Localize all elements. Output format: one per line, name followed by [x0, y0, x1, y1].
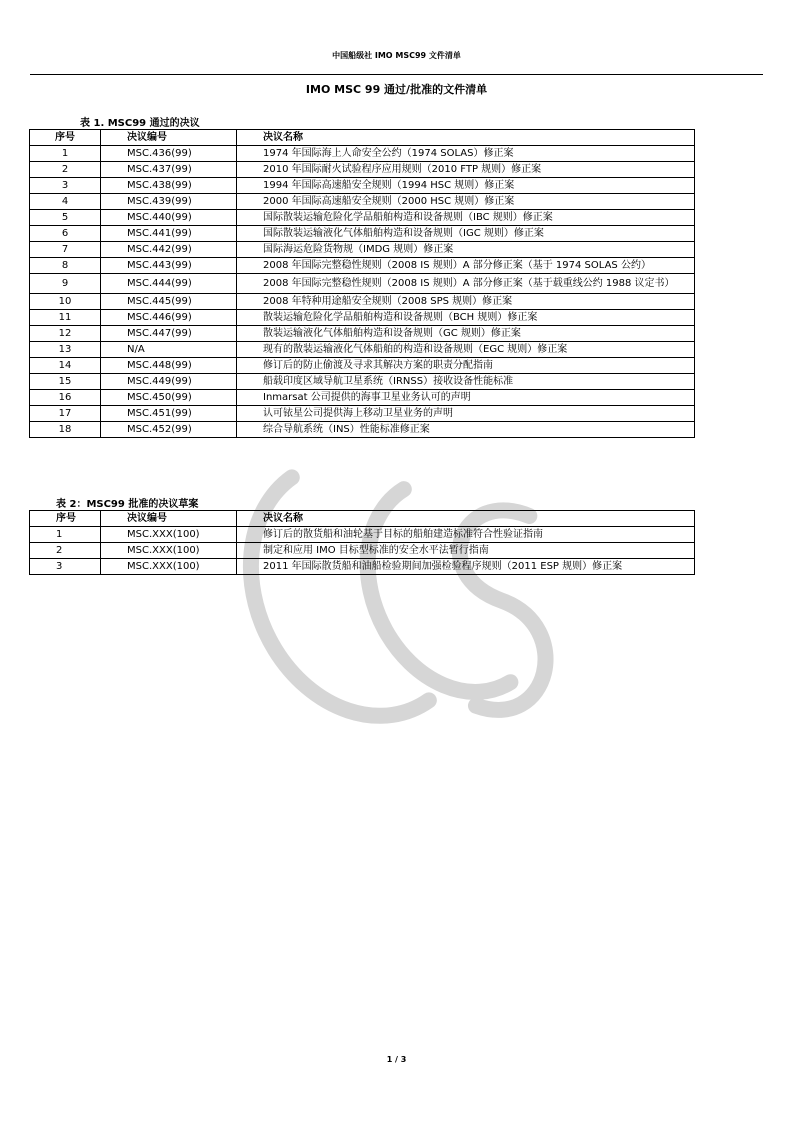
row-seq: 4: [30, 194, 101, 210]
row-resolution-name: 2010 年国际耐火试验程序应用规则（2010 FTP 规则）修正案: [237, 162, 695, 178]
row-resolution-name: 船载印度区域导航卫星系统（IRNSS）接收设备性能标准: [237, 374, 695, 390]
row-resolution-name: 国际散装运输液化气体船舶构造和设备规则（IGC 规则）修正案: [237, 226, 695, 242]
row-resolution-code: MSC.444(99): [101, 274, 237, 294]
row-seq: 2: [30, 543, 101, 559]
table-row: [30, 310, 695, 326]
row-seq: 12: [30, 326, 101, 342]
row-seq: 5: [30, 210, 101, 226]
row-resolution-name: 修订后的防止偷渡及寻求其解决方案的职责分配指南: [237, 358, 695, 374]
row-seq: 16: [30, 390, 101, 406]
row-resolution-name: 1994 年国际高速船安全规则（1994 HSC 规则）修正案: [237, 178, 695, 194]
table-row: [30, 178, 695, 194]
row-resolution-code: MSC.XXX(100): [101, 543, 237, 559]
table-header-row: [30, 511, 695, 527]
row-resolution-name: 现有的散装运输液化气体船舶的构造和设备规则（EGC 规则）修正案: [237, 342, 695, 358]
row-resolution-code: MSC.436(99): [101, 146, 237, 162]
table2-caption: 表 2：MSC99 批准的决议草案: [56, 499, 199, 510]
row-resolution-name: 散装运输液化气体船舶构造和设备规则（GC 规则）修正案: [237, 326, 695, 342]
row-resolution-code: MSC.XXX(100): [101, 559, 237, 575]
table1-caption: 表 1. MSC99 通过的决议: [80, 118, 200, 129]
table-row: [30, 527, 695, 543]
table-row: [30, 390, 695, 406]
table-row: [30, 242, 695, 258]
row-resolution-code: MSC.437(99): [101, 162, 237, 178]
table-row: [30, 342, 695, 358]
header-code: 决议编号: [101, 511, 237, 527]
row-resolution-name: 修订后的散货船和油轮基于目标的船舶建造标准符合性验证指南: [237, 527, 695, 543]
row-resolution-code: MSC.447(99): [101, 326, 237, 342]
header-code: 决议编号: [101, 130, 237, 146]
row-resolution-name: 国际散装运输危险化学品船舶构造和设备规则（IBC 规则）修正案: [237, 210, 695, 226]
row-resolution-name: 综合导航系统（INS）性能标准修正案: [237, 422, 695, 438]
row-resolution-name: 2011 年国际散货船和油船检验期间加强检验程序规则（2011 ESP 规则）修正案: [237, 559, 695, 575]
page-header: 中国船级社 IMO MSC99 文件清单: [332, 51, 461, 60]
row-resolution-code: MSC.451(99): [101, 406, 237, 422]
table-header-row: [30, 130, 695, 146]
row-seq: 10: [30, 294, 101, 310]
table-row: [30, 194, 695, 210]
row-resolution-name: 2008 年特种用途船安全规则（2008 SPS 规则）修正案: [237, 294, 695, 310]
row-seq: 17: [30, 406, 101, 422]
table-row: [30, 210, 695, 226]
row-resolution-code: MSC.452(99): [101, 422, 237, 438]
header-divider: [30, 74, 763, 75]
row-resolution-code: MSC.450(99): [101, 390, 237, 406]
row-seq: 13: [30, 342, 101, 358]
row-resolution-name: Inmarsat 公司提供的海事卫星业务认可的声明: [237, 390, 695, 406]
row-resolution-name: 认可铱星公司提供海上移动卫星业务的声明: [237, 406, 695, 422]
row-seq: 1: [30, 527, 101, 543]
row-resolution-code: N/A: [101, 342, 237, 358]
header-seq: 序号: [30, 511, 101, 527]
row-seq: 14: [30, 358, 101, 374]
row-resolution-name: 2008 年国际完整稳性规则（2008 IS 规则）A 部分修正案（基于 1974 SOLAS 公约）: [237, 258, 695, 274]
row-seq: 15: [30, 374, 101, 390]
row-resolution-code: MSC.438(99): [101, 178, 237, 194]
row-seq: 18: [30, 422, 101, 438]
table-row: [30, 258, 695, 274]
row-resolution-name: 国际海运危险货物规（IMDG 规则）修正案: [237, 242, 695, 258]
header-seq: 序号: [30, 130, 101, 146]
page-number: 1 / 3: [386, 1055, 407, 1064]
row-seq: 11: [30, 310, 101, 326]
row-resolution-name: 2008 年国际完整稳性规则（2008 IS 规则）A 部分修正案（基于载重线公约 1988 议定书）: [237, 274, 695, 294]
row-resolution-code: MSC.443(99): [101, 258, 237, 274]
table-row: [30, 358, 695, 374]
adopted-resolutions-table: [29, 129, 695, 438]
header-name: 决议名称: [237, 130, 695, 146]
table-row: [30, 543, 695, 559]
row-seq: 8: [30, 258, 101, 274]
row-resolution-code: MSC.XXX(100): [101, 527, 237, 543]
row-seq: 1: [30, 146, 101, 162]
approved-drafts-table: [29, 510, 695, 575]
table-row: [30, 294, 695, 310]
table-row: [30, 146, 695, 162]
table-row: [30, 326, 695, 342]
row-resolution-code: MSC.440(99): [101, 210, 237, 226]
table-row: [30, 422, 695, 438]
row-resolution-code: MSC.442(99): [101, 242, 237, 258]
table-row: [30, 374, 695, 390]
row-resolution-code: MSC.446(99): [101, 310, 237, 326]
row-seq: 9: [30, 274, 101, 294]
table-row: [30, 226, 695, 242]
table-row: [30, 406, 695, 422]
row-resolution-code: MSC.441(99): [101, 226, 237, 242]
document-title: IMO MSC 99 通过/批准的文件清单: [305, 83, 488, 96]
table-row: [30, 559, 695, 575]
row-resolution-name: 制定和应用 IMO 目标型标准的安全水平法暂行指南: [237, 543, 695, 559]
table-row: [30, 274, 695, 294]
header-name: 决议名称: [237, 511, 695, 527]
row-seq: 6: [30, 226, 101, 242]
row-resolution-code: MSC.449(99): [101, 374, 237, 390]
ccs-watermark-logo: [205, 440, 605, 770]
row-resolution-code: MSC.439(99): [101, 194, 237, 210]
row-resolution-name: 散装运输危险化学品船舶构造和设备规则（BCH 规则）修正案: [237, 310, 695, 326]
table-row: [30, 162, 695, 178]
row-resolution-code: MSC.448(99): [101, 358, 237, 374]
row-seq: 3: [30, 178, 101, 194]
row-resolution-code: MSC.445(99): [101, 294, 237, 310]
row-resolution-name: 1974 年国际海上人命安全公约（1974 SOLAS）修正案: [237, 146, 695, 162]
row-resolution-name: 2000 年国际高速船安全规则（2000 HSC 规则）修正案: [237, 194, 695, 210]
row-seq: 3: [30, 559, 101, 575]
row-seq: 2: [30, 162, 101, 178]
row-seq: 7: [30, 242, 101, 258]
